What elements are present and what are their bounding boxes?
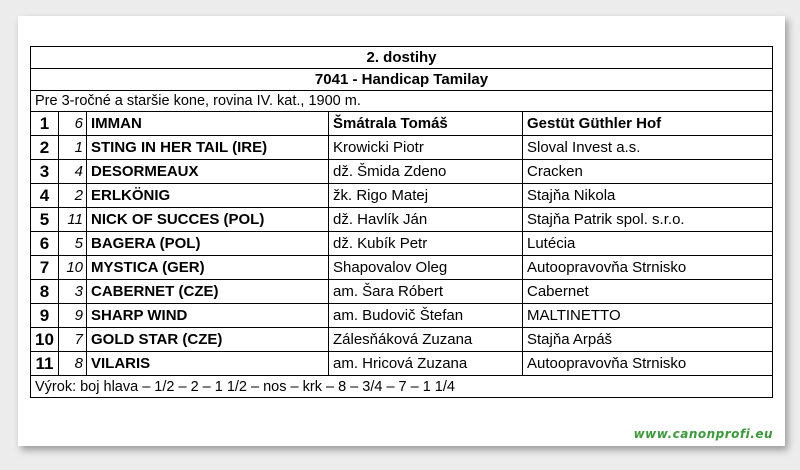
place-cell: 3	[31, 160, 59, 184]
result-row	[31, 304, 773, 328]
horse-name-cell: ERLKÖNIG	[87, 184, 329, 208]
owner-cell: Sloval Invest a.s.	[523, 136, 773, 160]
race-margins: Výrok: boj hlava – 1/2 – 2 – 1 1/2 – nos – krk – 8 – 3/4 – 7 – 1 1/4	[31, 376, 773, 398]
race-conditions: Pre 3-ročné a staršie kone, rovina IV. kat., 1900 m.	[31, 91, 773, 112]
owner-cell: MALTINETTO	[523, 304, 773, 328]
horse-name-cell: SHARP WIND	[87, 304, 329, 328]
race-number-title: 2. dostihy	[31, 47, 773, 69]
jockey-cell: dž. Havlík Ján	[329, 208, 523, 232]
place-cell: 2	[31, 136, 59, 160]
horse-name-cell: STING IN HER TAIL (IRE)	[87, 136, 329, 160]
owner-cell: Cabernet	[523, 280, 773, 304]
start-number-cell: 7	[59, 328, 87, 352]
result-row	[31, 280, 773, 304]
jockey-cell: am. Budovič Štefan	[329, 304, 523, 328]
place-cell: 1	[31, 112, 59, 136]
place-cell: 4	[31, 184, 59, 208]
start-number-cell: 10	[59, 256, 87, 280]
horse-name-cell: CABERNET (CZE)	[87, 280, 329, 304]
horse-name-cell: NICK OF SUCCES (POL)	[87, 208, 329, 232]
owner-cell: Stajňa Arpáš	[523, 328, 773, 352]
place-cell: 6	[31, 232, 59, 256]
result-row	[31, 160, 773, 184]
owner-cell: Stajňa Patrik spol. s.r.o.	[523, 208, 773, 232]
owner-cell: Autoopravovňa Strnisko	[523, 256, 773, 280]
horse-name-cell: BAGERA (POL)	[87, 232, 329, 256]
result-row	[31, 136, 773, 160]
jockey-cell: am. Hricová Zuzana	[329, 352, 523, 376]
result-row	[31, 352, 773, 376]
owner-cell: Autoopravovňa Strnisko	[523, 352, 773, 376]
start-number-cell: 8	[59, 352, 87, 376]
start-number-cell: 11	[59, 208, 87, 232]
result-row	[31, 208, 773, 232]
jockey-cell: žk. Rigo Matej	[329, 184, 523, 208]
jockey-cell: dž. Kubík Petr	[329, 232, 523, 256]
horse-name-cell: VILARIS	[87, 352, 329, 376]
place-cell: 5	[31, 208, 59, 232]
start-number-cell: 4	[59, 160, 87, 184]
jockey-cell: Shapovalov Oleg	[329, 256, 523, 280]
horse-name-cell: IMMAN	[87, 112, 329, 136]
jockey-cell: am. Šara Róbert	[329, 280, 523, 304]
result-row	[31, 112, 773, 136]
owner-cell: Gestüt Güthler Hof	[523, 112, 773, 136]
start-number-cell: 6	[59, 112, 87, 136]
jockey-cell: Šmátrala Tomáš	[329, 112, 523, 136]
place-cell: 10	[31, 328, 59, 352]
jockey-cell: dž. Šmida Zdeno	[329, 160, 523, 184]
place-cell: 8	[31, 280, 59, 304]
jockey-cell: Zálesňáková Zuzana	[329, 328, 523, 352]
result-row	[31, 328, 773, 352]
results-card	[18, 16, 785, 446]
start-number-cell: 3	[59, 280, 87, 304]
start-number-cell: 5	[59, 232, 87, 256]
horse-name-cell: GOLD STAR (CZE)	[87, 328, 329, 352]
race-name: 7041 - Handicap Tamilay	[31, 69, 773, 91]
owner-cell: Cracken	[523, 160, 773, 184]
watermark-text: www.canonprofi.eu	[633, 427, 773, 441]
race-results-table	[30, 46, 773, 398]
result-row	[31, 232, 773, 256]
place-cell: 11	[31, 352, 59, 376]
start-number-cell: 9	[59, 304, 87, 328]
start-number-cell: 1	[59, 136, 87, 160]
result-row	[31, 256, 773, 280]
jockey-cell: Krowicki Piotr	[329, 136, 523, 160]
owner-cell: Lutécia	[523, 232, 773, 256]
owner-cell: Stajňa Nikola	[523, 184, 773, 208]
horse-name-cell: DESORMEAUX	[87, 160, 329, 184]
place-cell: 7	[31, 256, 59, 280]
place-cell: 9	[31, 304, 59, 328]
start-number-cell: 2	[59, 184, 87, 208]
horse-name-cell: MYSTICA (GER)	[87, 256, 329, 280]
result-row	[31, 184, 773, 208]
